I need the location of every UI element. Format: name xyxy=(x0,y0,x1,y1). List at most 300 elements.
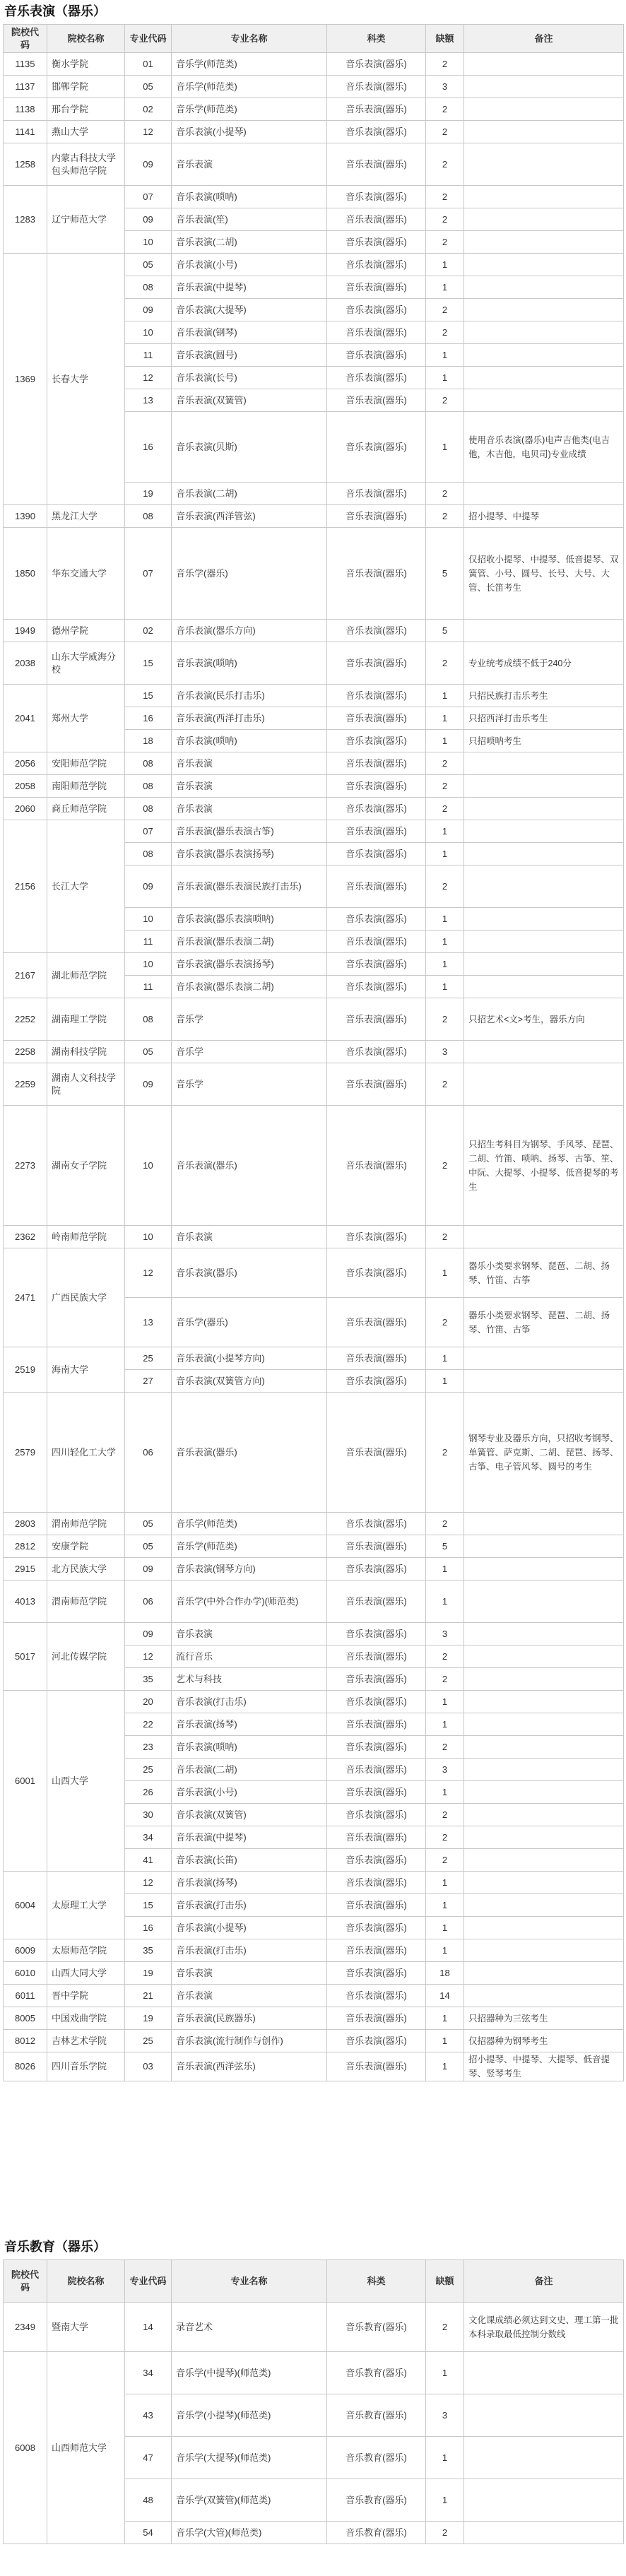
cell-category: 音乐表演(器乐) xyxy=(327,1226,426,1248)
cell-notes xyxy=(464,143,624,186)
cell-major-name: 音乐学 xyxy=(172,998,327,1041)
cell-category: 音乐表演(器乐) xyxy=(327,953,426,976)
cell-school-code: 2349 xyxy=(4,2303,47,2352)
cell-school-name: 长江大学 xyxy=(47,820,125,953)
cell-vacancy: 1 xyxy=(426,344,464,367)
cell-major-name: 音乐表演(长笛) xyxy=(172,1849,327,1872)
cell-major-name: 音乐表演(双簧管) xyxy=(172,1804,327,1826)
header-vacancy: 缺额 xyxy=(426,25,464,53)
cell-school-code: 1369 xyxy=(4,254,47,505)
cell-vacancy: 1 xyxy=(426,367,464,389)
cell-major-name: 音乐表演(双簧管方向) xyxy=(172,1370,327,1393)
cell-major-code: 05 xyxy=(125,254,172,276)
cell-notes: 专业统考成绩不低于240分 xyxy=(464,642,624,685)
cell-school-name: 安阳师范学院 xyxy=(47,752,125,775)
cell-school-name: 黑龙江大学 xyxy=(47,505,125,528)
cell-category: 音乐表演(器乐) xyxy=(327,208,426,231)
cell-school-name: 太原师范学院 xyxy=(47,1939,125,1962)
cell-major-code: 05 xyxy=(125,1513,172,1535)
section-title-education: 音乐教育（器乐） xyxy=(4,2240,106,2254)
cell-school-code: 6004 xyxy=(4,1872,47,1939)
cell-major-name: 音乐表演(器乐) xyxy=(172,1106,327,1226)
cell-vacancy: 18 xyxy=(426,1962,464,1985)
cell-category: 音乐教育(器乐) xyxy=(327,2352,426,2394)
table-header-row xyxy=(4,25,624,53)
table-row xyxy=(4,1393,624,1513)
cell-category: 音乐表演(器乐) xyxy=(327,1623,426,1646)
cell-major-name: 音乐表演(器乐方向) xyxy=(172,620,327,642)
cell-school-code: 4013 xyxy=(4,1581,47,1623)
cell-school-name: 暨南大学 xyxy=(47,2303,125,2352)
cell-vacancy: 1 xyxy=(426,1872,464,1894)
cell-school-name: 山东大学威海分校 xyxy=(47,642,125,685)
cell-school-name: 湖南人文科技学院 xyxy=(47,1063,125,1106)
table-row xyxy=(4,1106,624,1226)
cell-major-name: 音乐表演(二胡) xyxy=(172,231,327,254)
header-category: 科类 xyxy=(327,2260,426,2303)
cell-vacancy: 5 xyxy=(426,528,464,620)
cell-vacancy: 2 xyxy=(426,1826,464,1849)
cell-vacancy: 1 xyxy=(426,820,464,843)
cell-category: 音乐表演(器乐) xyxy=(327,998,426,1041)
cell-major-code: 08 xyxy=(125,798,172,820)
cell-notes xyxy=(464,2437,624,2479)
cell-notes xyxy=(464,1063,624,1106)
cell-major-code: 09 xyxy=(125,299,172,321)
cell-major-name: 音乐表演(民族器乐) xyxy=(172,2007,327,2030)
cell-major-code: 12 xyxy=(125,1646,172,1668)
cell-major-name: 音乐表演(小提琴) xyxy=(172,1917,327,1939)
cell-school-code: 6010 xyxy=(4,1962,47,1985)
table-row xyxy=(4,1248,624,1298)
cell-vacancy: 1 xyxy=(426,1370,464,1393)
cell-school-name: 四川音乐学院 xyxy=(47,2052,125,2081)
cell-school-code: 1850 xyxy=(4,528,47,620)
cell-category: 音乐表演(器乐) xyxy=(327,389,426,412)
cell-school-code: 1949 xyxy=(4,620,47,642)
cell-category: 音乐表演(器乐) xyxy=(327,843,426,865)
cell-category: 音乐表演(器乐) xyxy=(327,1347,426,1370)
cell-vacancy: 5 xyxy=(426,1535,464,1558)
cell-vacancy: 1 xyxy=(426,2479,464,2522)
cell-vacancy: 2 xyxy=(426,299,464,321)
table-row xyxy=(4,1581,624,1623)
cell-notes xyxy=(464,752,624,775)
cell-notes xyxy=(464,953,624,976)
table-row xyxy=(4,254,624,276)
cell-category: 音乐表演(器乐) xyxy=(327,1736,426,1759)
cell-major-code: 10 xyxy=(125,1226,172,1248)
table-row xyxy=(4,752,624,775)
cell-major-code: 23 xyxy=(125,1736,172,1759)
cell-notes xyxy=(464,98,624,121)
header-school-code: 院校代码 xyxy=(4,25,47,53)
cell-vacancy: 1 xyxy=(426,2030,464,2052)
cell-major-name: 音乐表演(器乐) xyxy=(172,1248,327,1298)
cell-vacancy: 2 xyxy=(426,1646,464,1668)
cell-major-name: 音乐学(小提琴)(师范类) xyxy=(172,2394,327,2437)
cell-notes: 器乐小类要求钢琴、琵琶、二胡、扬琴、竹笛、古筝 xyxy=(464,1298,624,1347)
cell-major-name: 音乐表演(器乐表演古筝) xyxy=(172,820,327,843)
cell-vacancy: 1 xyxy=(426,1713,464,1736)
table-row xyxy=(4,820,624,843)
cell-school-name: 四川轻化工大学 xyxy=(47,1393,125,1513)
cell-notes: 只招唢呐考生 xyxy=(464,730,624,752)
cell-category: 音乐表演(器乐) xyxy=(327,1939,426,1962)
cell-major-code: 12 xyxy=(125,121,172,143)
cell-category: 音乐表演(器乐) xyxy=(327,1513,426,1535)
cell-school-code: 8026 xyxy=(4,2052,47,2081)
cell-school-name: 华东交通大学 xyxy=(47,528,125,620)
cell-notes xyxy=(464,2352,624,2394)
table-row xyxy=(4,2303,624,2352)
cell-major-name: 音乐表演(流行制作与创作) xyxy=(172,2030,327,2052)
cell-school-name: 山西大学 xyxy=(47,1691,125,1872)
cell-category: 音乐表演(器乐) xyxy=(327,1804,426,1826)
cell-notes xyxy=(464,798,624,820)
cell-notes: 器乐小类要求钢琴、琵琶、二胡、扬琴、竹笛、古筝 xyxy=(464,1248,624,1298)
cell-school-name: 内蒙古科技大学包头师范学院 xyxy=(47,143,125,186)
table-row xyxy=(4,1985,624,2007)
cell-notes: 只招艺术<文>考生，器乐方向 xyxy=(464,998,624,1041)
cell-notes xyxy=(464,321,624,344)
cell-school-code: 2519 xyxy=(4,1347,47,1393)
cell-major-name: 音乐表演(小号) xyxy=(172,1781,327,1804)
cell-notes: 使用音乐表演(器乐)电声吉他类(电吉他，木吉他，电贝司)专业成绩 xyxy=(464,412,624,483)
cell-major-code: 06 xyxy=(125,1581,172,1623)
cell-notes xyxy=(464,1962,624,1985)
header-major-name: 专业名称 xyxy=(172,2260,327,2303)
cell-major-name: 音乐表演(打击乐) xyxy=(172,1894,327,1917)
cell-major-code: 16 xyxy=(125,1917,172,1939)
cell-major-code: 47 xyxy=(125,2437,172,2479)
cell-major-code: 54 xyxy=(125,2522,172,2544)
cell-major-code: 05 xyxy=(125,1535,172,1558)
cell-school-code: 2812 xyxy=(4,1535,47,1558)
performance-table xyxy=(3,24,624,2081)
cell-notes xyxy=(464,1713,624,1736)
cell-vacancy: 5 xyxy=(426,620,464,642)
cell-major-name: 音乐表演(双簧管) xyxy=(172,389,327,412)
cell-major-name: 音乐学(双簧管)(师范类) xyxy=(172,2479,327,2522)
cell-vacancy: 2 xyxy=(426,1226,464,1248)
cell-vacancy: 1 xyxy=(426,276,464,299)
cell-category: 音乐表演(器乐) xyxy=(327,752,426,775)
cell-notes xyxy=(464,389,624,412)
cell-school-name: 河北传媒学院 xyxy=(47,1623,125,1691)
cell-notes xyxy=(464,1781,624,1804)
cell-major-code: 09 xyxy=(125,1558,172,1581)
cell-major-name: 音乐学(师范类) xyxy=(172,1535,327,1558)
cell-major-name: 音乐学(师范类) xyxy=(172,98,327,121)
cell-vacancy: 2 xyxy=(426,865,464,908)
cell-school-code: 2258 xyxy=(4,1041,47,1063)
cell-major-code: 09 xyxy=(125,143,172,186)
header-major-code: 专业代码 xyxy=(125,2260,172,2303)
cell-notes xyxy=(464,1917,624,1939)
cell-school-name: 太原理工大学 xyxy=(47,1872,125,1939)
cell-school-code: 2252 xyxy=(4,998,47,1041)
cell-major-name: 音乐表演(二胡) xyxy=(172,483,327,505)
cell-school-code: 5017 xyxy=(4,1623,47,1691)
cell-major-code: 27 xyxy=(125,1370,172,1393)
cell-school-name: 德州学院 xyxy=(47,620,125,642)
cell-vacancy: 3 xyxy=(426,1623,464,1646)
cell-vacancy: 2 xyxy=(426,208,464,231)
cell-notes xyxy=(464,1226,624,1248)
cell-major-name: 音乐表演 xyxy=(172,1985,327,2007)
cell-category: 音乐表演(器乐) xyxy=(327,1298,426,1347)
cell-vacancy: 3 xyxy=(426,1759,464,1781)
cell-major-code: 07 xyxy=(125,528,172,620)
cell-major-name: 音乐表演(中提琴) xyxy=(172,1826,327,1849)
cell-notes xyxy=(464,1347,624,1370)
cell-category: 音乐表演(器乐) xyxy=(327,299,426,321)
table-row xyxy=(4,1691,624,1713)
cell-school-code: 2060 xyxy=(4,798,47,820)
cell-category: 音乐表演(器乐) xyxy=(327,976,426,998)
cell-school-name: 岭南师范学院 xyxy=(47,1226,125,1248)
cell-major-code: 05 xyxy=(125,76,172,98)
cell-school-code: 1258 xyxy=(4,143,47,186)
cell-major-name: 音乐表演(民乐打击乐) xyxy=(172,685,327,707)
cell-notes xyxy=(464,775,624,798)
cell-school-name: 辽宁师范大学 xyxy=(47,186,125,254)
cell-major-code: 06 xyxy=(125,1393,172,1513)
cell-category: 音乐表演(器乐) xyxy=(327,930,426,953)
cell-category: 音乐表演(器乐) xyxy=(327,2007,426,2030)
cell-notes xyxy=(464,1041,624,1063)
cell-vacancy: 3 xyxy=(426,2394,464,2437)
cell-major-code: 08 xyxy=(125,752,172,775)
cell-category: 音乐表演(器乐) xyxy=(327,1063,426,1106)
cell-school-name: 北方民族大学 xyxy=(47,1558,125,1581)
cell-vacancy: 1 xyxy=(426,412,464,483)
cell-notes xyxy=(464,1939,624,1962)
cell-school-name: 山西师范大学 xyxy=(47,2352,125,2544)
cell-vacancy: 1 xyxy=(426,1939,464,1962)
cell-school-name: 燕山大学 xyxy=(47,121,125,143)
cell-major-code: 35 xyxy=(125,1939,172,1962)
table-row xyxy=(4,953,624,976)
cell-major-code: 07 xyxy=(125,186,172,208)
cell-school-code: 8005 xyxy=(4,2007,47,2030)
cell-school-name: 郑州大学 xyxy=(47,685,125,752)
cell-vacancy: 1 xyxy=(426,685,464,707)
table-row xyxy=(4,2030,624,2052)
cell-notes xyxy=(464,483,624,505)
table-row xyxy=(4,1558,624,1581)
cell-vacancy: 2 xyxy=(426,798,464,820)
cell-category: 音乐表演(器乐) xyxy=(327,98,426,121)
cell-major-code: 15 xyxy=(125,1894,172,1917)
cell-notes: 只招器种为三弦考生 xyxy=(464,2007,624,2030)
cell-major-name: 音乐表演(中提琴) xyxy=(172,276,327,299)
cell-school-name: 商丘师范学院 xyxy=(47,798,125,820)
cell-category: 音乐表演(器乐) xyxy=(327,1646,426,1668)
cell-notes: 仅招器种为钢琴考生 xyxy=(464,2030,624,2052)
cell-notes xyxy=(464,843,624,865)
cell-major-code: 48 xyxy=(125,2479,172,2522)
cell-category: 音乐表演(器乐) xyxy=(327,908,426,930)
cell-vacancy: 1 xyxy=(426,730,464,752)
cell-school-name: 湖南女子学院 xyxy=(47,1106,125,1226)
cell-school-name: 邯郸学院 xyxy=(47,76,125,98)
cell-school-name: 海南大学 xyxy=(47,1347,125,1393)
cell-school-name: 山西大同大学 xyxy=(47,1962,125,1985)
cell-category: 音乐表演(器乐) xyxy=(327,1849,426,1872)
cell-category: 音乐表演(器乐) xyxy=(327,1826,426,1849)
cell-major-code: 09 xyxy=(125,865,172,908)
cell-vacancy: 2 xyxy=(426,998,464,1041)
cell-school-code: 6008 xyxy=(4,2352,47,2544)
cell-major-name: 音乐学(师范类) xyxy=(172,76,327,98)
cell-school-code: 6009 xyxy=(4,1939,47,1962)
cell-category: 音乐表演(器乐) xyxy=(327,1894,426,1917)
cell-school-name: 湖北师范学院 xyxy=(47,953,125,998)
cell-category: 音乐表演(器乐) xyxy=(327,1872,426,1894)
cell-notes xyxy=(464,1804,624,1826)
cell-major-code: 09 xyxy=(125,208,172,231)
cell-vacancy: 2 xyxy=(426,1298,464,1347)
cell-major-code: 16 xyxy=(125,412,172,483)
cell-vacancy: 1 xyxy=(426,2437,464,2479)
cell-school-code: 2259 xyxy=(4,1063,47,1106)
cell-major-name: 音乐表演(西洋打击乐) xyxy=(172,707,327,730)
cell-major-code: 15 xyxy=(125,642,172,685)
cell-school-code: 2579 xyxy=(4,1393,47,1513)
cell-category: 音乐表演(器乐) xyxy=(327,707,426,730)
cell-major-name: 音乐表演(器乐表演扬琴) xyxy=(172,843,327,865)
cell-category: 音乐表演(器乐) xyxy=(327,642,426,685)
cell-category: 音乐表演(器乐) xyxy=(327,1106,426,1226)
cell-vacancy: 2 xyxy=(426,2303,464,2352)
cell-vacancy: 1 xyxy=(426,908,464,930)
table-row xyxy=(4,528,624,620)
table-row xyxy=(4,1962,624,1985)
table-row xyxy=(4,1063,624,1106)
cell-category: 音乐表演(器乐) xyxy=(327,483,426,505)
cell-notes xyxy=(464,865,624,908)
cell-category: 音乐教育(器乐) xyxy=(327,2437,426,2479)
cell-notes xyxy=(464,1646,624,1668)
cell-school-name: 渭南师范学院 xyxy=(47,1581,125,1623)
cell-major-code: 08 xyxy=(125,843,172,865)
cell-major-name: 音乐表演(小提琴方向) xyxy=(172,1347,327,1370)
cell-notes xyxy=(464,908,624,930)
cell-major-name: 音乐表演(笙) xyxy=(172,208,327,231)
cell-category: 音乐表演(器乐) xyxy=(327,1781,426,1804)
cell-notes xyxy=(464,208,624,231)
cell-school-code: 1138 xyxy=(4,98,47,121)
cell-vacancy: 2 xyxy=(426,231,464,254)
cell-category: 音乐表演(器乐) xyxy=(327,1917,426,1939)
cell-notes xyxy=(464,1849,624,1872)
cell-notes xyxy=(464,1370,624,1393)
cell-major-code: 09 xyxy=(125,1623,172,1646)
cell-notes xyxy=(464,1826,624,1849)
cell-school-name: 邢台学院 xyxy=(47,98,125,121)
cell-vacancy: 2 xyxy=(426,505,464,528)
cell-major-code: 08 xyxy=(125,775,172,798)
cell-category: 音乐表演(器乐) xyxy=(327,730,426,752)
cell-notes xyxy=(464,1759,624,1781)
cell-major-name: 音乐表演(钢琴) xyxy=(172,321,327,344)
cell-category: 音乐表演(器乐) xyxy=(327,505,426,528)
cell-vacancy: 1 xyxy=(426,1894,464,1917)
table-row xyxy=(4,620,624,642)
cell-vacancy: 3 xyxy=(426,76,464,98)
education-table-body xyxy=(4,2303,624,2544)
cell-category: 音乐表演(器乐) xyxy=(327,1558,426,1581)
cell-category: 音乐表演(器乐) xyxy=(327,1962,426,1985)
cell-major-code: 02 xyxy=(125,98,172,121)
cell-major-name: 音乐学(师范类) xyxy=(172,53,327,76)
cell-school-code: 1141 xyxy=(4,121,47,143)
cell-major-code: 05 xyxy=(125,1041,172,1063)
cell-notes: 招小提琴、中提琴 xyxy=(464,505,624,528)
cell-school-name: 广西民族大学 xyxy=(47,1248,125,1347)
cell-vacancy: 1 xyxy=(426,1917,464,1939)
cell-vacancy: 14 xyxy=(426,1985,464,2007)
cell-major-code: 10 xyxy=(125,231,172,254)
cell-vacancy: 1 xyxy=(426,1347,464,1370)
cell-category: 音乐表演(器乐) xyxy=(327,1713,426,1736)
cell-category: 音乐表演(器乐) xyxy=(327,1535,426,1558)
education-table xyxy=(3,2259,624,2544)
cell-notes xyxy=(464,2394,624,2437)
cell-notes xyxy=(464,930,624,953)
cell-vacancy: 2 xyxy=(426,1668,464,1691)
cell-category: 音乐表演(器乐) xyxy=(327,1759,426,1781)
cell-category: 音乐表演(器乐) xyxy=(327,865,426,908)
cell-major-name: 音乐表演(打击乐) xyxy=(172,1939,327,1962)
cell-vacancy: 1 xyxy=(426,2052,464,2081)
table-row xyxy=(4,1872,624,1894)
cell-vacancy: 1 xyxy=(426,2007,464,2030)
cell-vacancy: 2 xyxy=(426,483,464,505)
cell-notes xyxy=(464,620,624,642)
cell-category: 音乐表演(器乐) xyxy=(327,685,426,707)
cell-major-name: 音乐表演(贝斯) xyxy=(172,412,327,483)
cell-major-name: 音乐学(大提琴)(师范类) xyxy=(172,2437,327,2479)
cell-notes xyxy=(464,1894,624,1917)
section-title-performance: 音乐表演（器乐） xyxy=(4,4,106,18)
cell-category: 音乐教育(器乐) xyxy=(327,2394,426,2437)
cell-vacancy: 2 xyxy=(426,321,464,344)
cell-category: 音乐表演(器乐) xyxy=(327,1691,426,1713)
cell-major-code: 19 xyxy=(125,1962,172,1985)
cell-major-name: 音乐表演(唢呐) xyxy=(172,1736,327,1759)
cell-major-name: 音乐学(中提琴)(师范类) xyxy=(172,2352,327,2394)
table-row xyxy=(4,1513,624,1535)
cell-major-code: 19 xyxy=(125,2007,172,2030)
cell-school-name: 中国戏曲学院 xyxy=(47,2007,125,2030)
cell-vacancy: 2 xyxy=(426,53,464,76)
cell-major-name: 音乐表演(钢琴方向) xyxy=(172,1558,327,1581)
cell-vacancy: 2 xyxy=(426,1513,464,1535)
cell-category: 音乐表演(器乐) xyxy=(327,186,426,208)
cell-school-name: 长春大学 xyxy=(47,254,125,505)
cell-notes xyxy=(464,1535,624,1558)
cell-school-name: 渭南师范学院 xyxy=(47,1513,125,1535)
cell-major-name: 音乐表演(长号) xyxy=(172,367,327,389)
cell-school-code: 2038 xyxy=(4,642,47,685)
cell-school-code: 6011 xyxy=(4,1985,47,2007)
cell-major-code: 43 xyxy=(125,2394,172,2437)
cell-notes xyxy=(464,276,624,299)
table-row xyxy=(4,1535,624,1558)
